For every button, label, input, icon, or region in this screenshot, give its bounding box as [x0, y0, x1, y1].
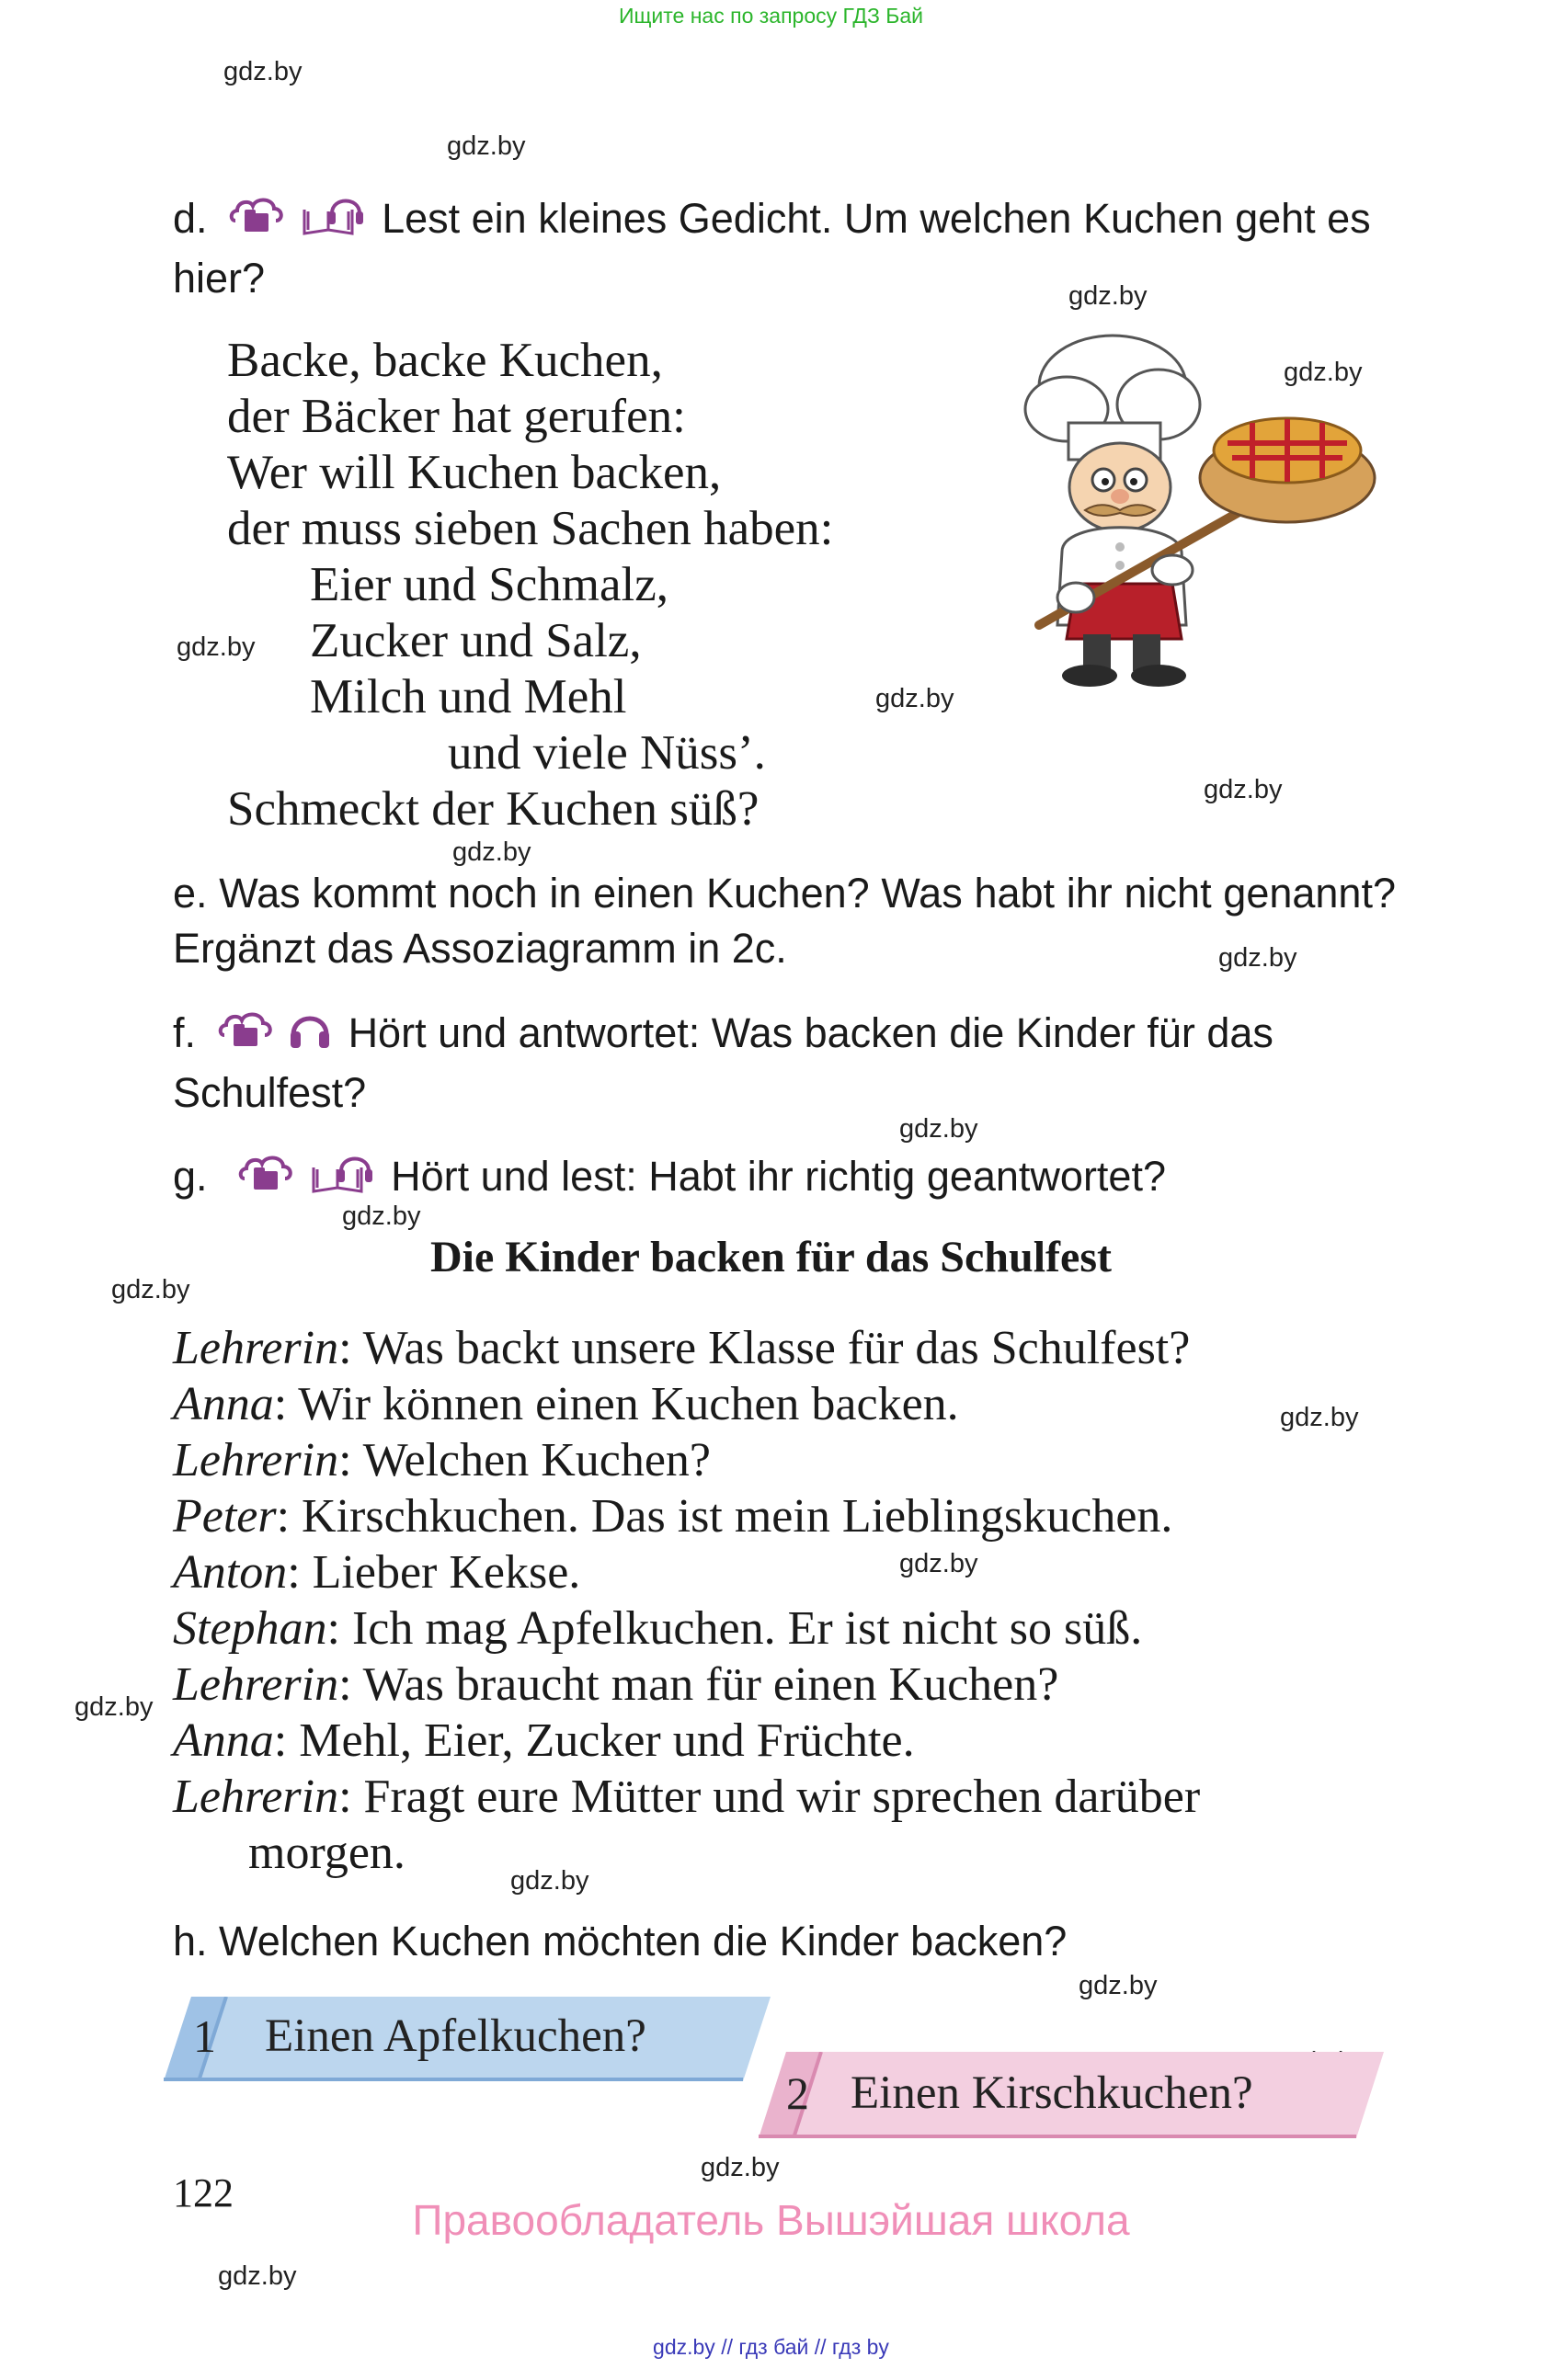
answer-option-2[interactable] — [759, 2052, 1384, 2138]
footer-links[interactable]: gdz.by // гдз бай // гдз by — [653, 2335, 889, 2359]
dialogue-line — [173, 1769, 1405, 1825]
dialogue-line — [173, 1657, 1405, 1713]
dialogue-line — [173, 1600, 1405, 1657]
task-letter: g. — [173, 1153, 208, 1200]
baker-illustration — [1011, 322, 1398, 689]
poem-line: der Bäcker hat gerufen: — [227, 390, 686, 443]
line-text: : Was braucht man für einen Kuchen? — [338, 1658, 1059, 1711]
watermark: gdz.by — [875, 684, 954, 713]
watermark: gdz.by — [1079, 1971, 1158, 2000]
cloud-folder-icon[interactable] — [217, 1008, 278, 1052]
poem-line: der muss sieben Sachen haben: — [227, 502, 834, 555]
watermark: gdz.by — [1068, 281, 1148, 311]
line-text: : Wir können einen Kuchen backen. — [273, 1378, 959, 1430]
dialogue-line — [173, 1320, 1405, 1376]
line-text: : Kirschkuchen. Das ist mein Lieblingskuchen. — [276, 1490, 1173, 1543]
task-icons — [217, 1008, 332, 1065]
task-icons — [237, 1151, 374, 1209]
task-text: Hört und antwortet: Was backen die Kinder für das Schulfest? — [173, 1009, 1274, 1116]
dialogue — [173, 1320, 1405, 1881]
watermark: gdz.by — [1284, 358, 1363, 387]
poem-line: Wer will Kuchen backen, — [227, 446, 722, 499]
watermark: gdz.by — [218, 2261, 297, 2291]
dialogue-line — [173, 1488, 1405, 1544]
dialogue-title: Die Kinder backen für das Schulfest — [430, 1233, 1112, 1281]
poem-line: Milch und Mehl — [310, 670, 627, 723]
watermark: gdz.by — [223, 57, 303, 86]
watermark: gdz.by — [510, 1866, 589, 1896]
watermark: gdz.by — [74, 1692, 154, 1722]
speaker: Anton — [173, 1546, 288, 1599]
poem — [227, 333, 833, 837]
line-text: : Ich mag Apfelkuchen. Er ist nicht so süß. — [326, 1602, 1143, 1655]
task-d — [173, 191, 1396, 306]
page-number: 122 — [173, 2170, 234, 2215]
watermark: gdz.by — [111, 1275, 190, 1304]
book-audio-icon[interactable] — [301, 193, 365, 237]
task-f — [173, 1006, 1396, 1121]
watermark: gdz.by — [1218, 943, 1297, 973]
watermark: gdz.by — [701, 2153, 780, 2182]
line-text: : Lieber Kekse. — [287, 1546, 581, 1599]
dialogue-line — [173, 1376, 1405, 1432]
speaker: Lehrerin — [173, 1658, 339, 1711]
task-icons — [228, 193, 365, 251]
task-letter: h. — [173, 1918, 208, 1964]
dialogue-line — [173, 1544, 1405, 1600]
speaker: Peter — [173, 1490, 277, 1543]
book-audio-icon[interactable] — [310, 1151, 374, 1195]
task-h — [173, 1914, 1396, 1969]
poem-line: Zucker und Salz, — [310, 614, 642, 667]
option-text: Einen Kirschkuchen? — [851, 2067, 1253, 2119]
top-banner[interactable]: Ищите нас по запросу ГДЗ Бай — [618, 4, 924, 28]
watermark: gdz.by — [1280, 1403, 1359, 1432]
line-text: : Was backt unsere Klasse für das Schulfest? — [338, 1322, 1191, 1374]
speaker: Lehrerin — [173, 1322, 339, 1374]
watermark: gdz.by — [447, 131, 526, 161]
headphones-icon[interactable] — [289, 1008, 331, 1052]
line-text: : Welchen Kuchen? — [338, 1434, 711, 1486]
cloud-folder-icon[interactable] — [237, 1151, 298, 1195]
task-letter: d. — [173, 195, 208, 242]
speaker: Stephan — [173, 1602, 327, 1655]
speaker: Anna — [173, 1714, 274, 1767]
task-text: Welchen Kuchen möchten die Kinder backen? — [219, 1918, 1068, 1964]
dialogue-line — [173, 1713, 1405, 1769]
option-number: 1 — [193, 2010, 216, 2062]
poem-line: Schmeckt der Kuchen süß? — [227, 782, 760, 836]
answer-option-1[interactable] — [164, 1997, 771, 2081]
poem-line: Backe, backe Kuchen, — [227, 334, 663, 387]
task-text: Lest ein kleines Gedicht. Um welchen Kuchen geht es hier? — [173, 195, 1371, 302]
dialogue-continuation: morgen. — [248, 1827, 405, 1879]
line-text: : Mehl, Eier, Zucker und Früchte. — [273, 1714, 915, 1767]
watermark: gdz.by — [177, 632, 256, 662]
dialogue-line — [173, 1432, 1405, 1488]
line-text: : Fragt eure Mütter und wir sprechen darüber — [338, 1771, 1201, 1823]
task-letter: f. — [173, 1009, 197, 1056]
speaker: Lehrerin — [173, 1434, 339, 1486]
task-text: Hört und lest: Habt ihr richtig geantwortet? — [391, 1153, 1166, 1200]
option-text: Einen Apfelkuchen? — [265, 2010, 646, 2062]
watermark: gdz.by — [899, 1549, 978, 1578]
speaker: Lehrerin — [173, 1771, 339, 1823]
task-g — [173, 1149, 1396, 1209]
watermark: gdz.by — [452, 837, 531, 867]
watermark: gdz.by — [1204, 775, 1283, 804]
watermark: gdz.by — [899, 1114, 978, 1144]
task-letter: e. — [173, 870, 208, 917]
option-number: 2 — [786, 2067, 809, 2119]
task-text: Was kommt noch in einen Kuchen? Was habt ihr nicht genannt? Ergänzt das Assoziagramm in 2c. — [173, 870, 1396, 972]
cloud-folder-icon[interactable] — [228, 193, 289, 237]
poem-line: Eier und Schmalz, — [310, 558, 669, 611]
copyright: Правообладатель Вышэйшая школа — [412, 2196, 1130, 2244]
speaker: Anna — [173, 1378, 274, 1430]
poem-line: und viele Nüss’. — [448, 726, 766, 780]
task-e — [173, 866, 1396, 976]
watermark: gdz.by — [342, 1201, 421, 1231]
